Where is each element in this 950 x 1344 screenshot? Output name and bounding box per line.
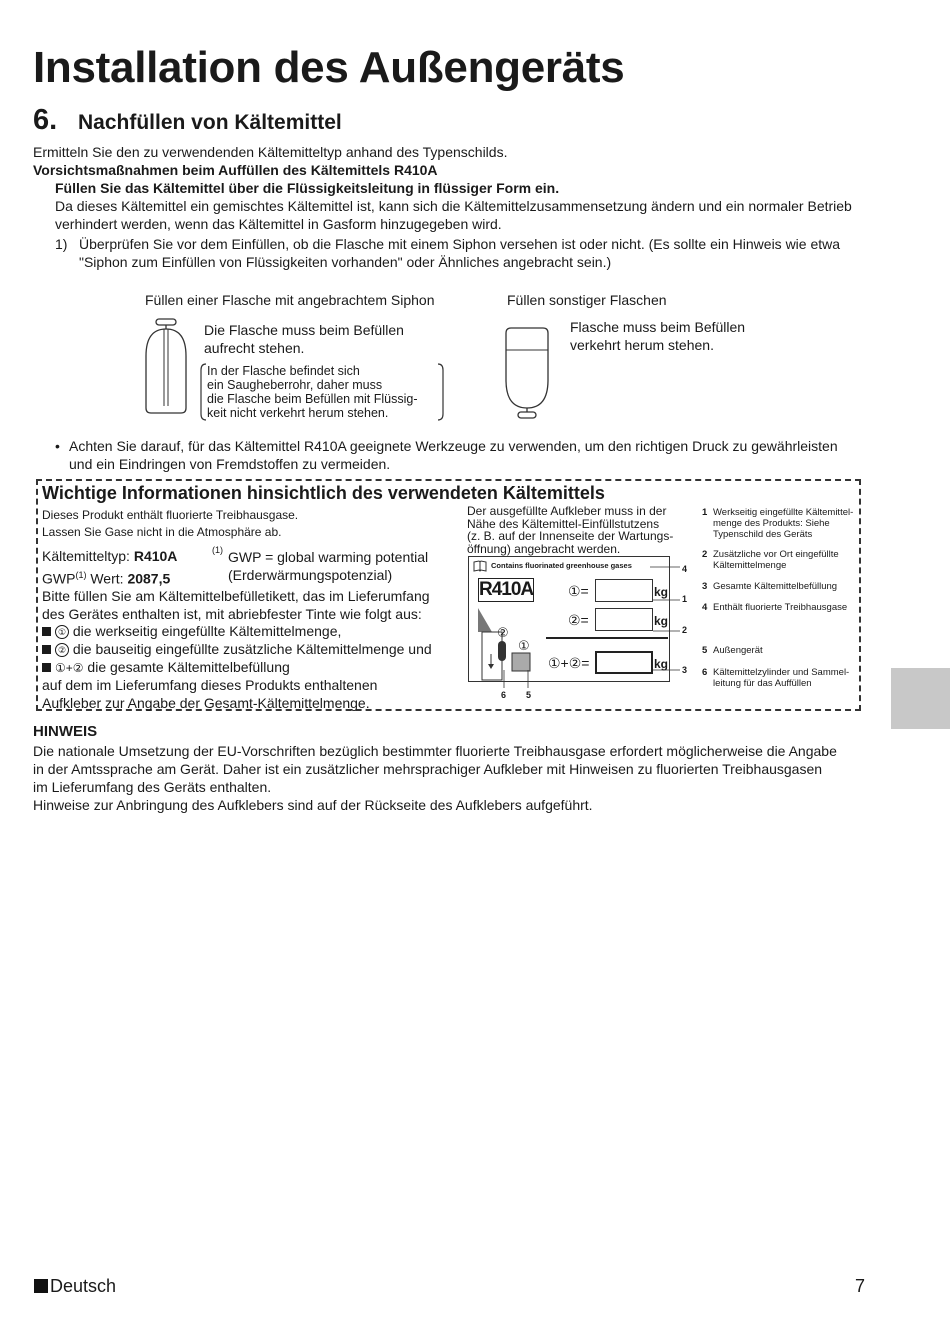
label-header: Contains fluorinated greenhouse gases [491,561,632,570]
book-icon [473,560,487,572]
fill-item-3 [42,658,290,677]
siphon-text-line-2: aufrecht stehen. [204,340,305,356]
tools-bullet-line-1: Achten Sie darauf, für das Kältemittel R410A geeignete Werkzeuge zu verwenden, um den richtigen Druck zu gewährleisten [69,438,838,454]
callout-1: 1 [682,594,688,604]
siphon-note-line-3: die Flasche beim Befüllen mit Flüssig- [207,392,418,406]
siphon-note-line-4: keit nicht verkehrt herum stehen. [207,406,389,420]
note-line-2: in der Amtssprache am Gerät. Daher ist ein zusätzlicher mehrsprachiger Aufkleber mit Hinweisen zu fluorierten Treibhausgasen [33,761,823,777]
footnote-line-2: (Erderwärmungspotenzial) [228,567,393,583]
gwp-label: GWP [42,570,76,587]
sticker-note-line-4: öffnung) angebracht werden. [467,541,621,556]
callout-leaders [650,560,690,680]
step1-number: 1) [55,236,68,252]
label-refrigerant: R410A [479,579,534,600]
note-line-3: im Lieferumfang des Geräts enthalten. [33,779,272,795]
legend-item-2: 2 Zusätzliche vor Ort eingefüllte Kältemittelmenge [702,549,839,571]
label-unit-1: kg [654,585,669,599]
label-unit-2: kg [654,614,669,628]
refrigerant-type [42,547,177,565]
other-text-line-1: Flasche muss beim Befüllen [570,319,746,335]
legend-item-6: 6 Kältemittelzylinder und Sammel- leitung für das Auffüllen [702,667,850,689]
callout-3: 3 [682,665,688,675]
step1-line-2: "Siphon zum Einfüllen von Flüssigkeiten vorhanden" oder Ähnliches angebracht sein.) [79,254,612,270]
no-release-line: Lassen Sie Gase nicht in die Atmosphäre ab. [42,525,282,539]
legend-item-4: 4 Enthält fluorierte Treibhausgase [702,602,848,613]
label-field-2 [595,608,653,631]
callout-6: 6 [501,690,507,700]
gwp-suffix: Wert: [90,570,124,587]
sticker-note-line-3: (z. B. auf der Innenseite der Wartungs- [467,529,674,543]
siphon-caption: Füllen einer Flasche mit angebrachtem Siphon [145,292,435,308]
item3-text: die gesamte Kältemittelbefüllung [87,659,290,675]
side-tab-marker [891,668,950,729]
section-number: 6. [33,104,58,136]
fill-instruction-line-2: des Gerätes enthalten ist, mit abriebfester Tinte wie folgt aus: [42,606,422,622]
item3-marker: ①+② [55,661,84,675]
closing-line-1: auf dem im Lieferumfang dieses Produkts enthaltenen [42,677,378,693]
note-line-1: Die nationale Umsetzung der EU-Vorschriften bezüglich bestimmter fluorierte Treibhausgase erfordert möglicherweise die Angabe [33,743,837,759]
intro-line: Ermitteln Sie den zu verwendenden Kältemitteltyp anhand des Typenschilds. [33,144,508,160]
inverted-bottle-icon [500,322,560,422]
explanation-line-1: Da dieses Kältemittel ein gemischtes Kältemittel ist, kann sich die Kältemittelzusammensetzung ändern und ein normaler Betrieb [55,198,852,214]
type-value: R410A [133,548,178,564]
type-label: Kältemitteltyp: [42,548,130,564]
gwp-sup: (1) [75,570,87,580]
item2-marker: ② [55,643,69,657]
square-bullet-icon [42,627,51,636]
label-field-3 [595,651,653,674]
square-bullet-icon [42,663,51,672]
fill-item-1 [42,622,341,640]
sticker-placement-note [467,505,673,555]
siphon-text-line-1: Die Flasche muss beim Befüllen [204,322,404,338]
callout-4: 4 [682,564,688,574]
section-title: Nachfüllen von Kältemittel [78,111,342,134]
gwp-value: 2087,5 [127,570,171,587]
step1-line-1: Überprüfen Sie vor dem Einfüllen, ob die Flasche mit einem Siphon versehen ist oder nicht. (Es sollte ein Hinweis wie etwa [79,236,841,252]
other-text-line-2: verkehrt herum stehen. [570,337,714,353]
siphon-bottle-icon [140,316,200,416]
page-title: Installation des Außengeräts [33,43,625,92]
legend-item-5: 5 Außengerät [702,645,763,656]
explanation-line-2: verhindert werden, wenn das Kältemittel in Gasform hinzugegeben wird. [55,216,502,232]
square-bullet-icon [42,645,51,654]
item1-marker: ① [55,625,69,639]
legend-item-3: 3 Gesamte Kältemittelbefüllung [702,581,838,592]
liquid-instruction: Füllen Sie das Kältemittel über die Flüssigkeitsleitung in flüssiger Form ein. [55,180,560,196]
sticker-note-line-2: Nähe des Kältemittel-Einfüllstutzens [467,516,660,531]
label-row1: ①= [568,583,589,599]
note-line-4: Hinweise zur Anbringung des Aufklebers sind auf der Rückseite des Aufklebers aufgeführt. [33,797,593,813]
sticker-note-line-1: Der ausgefüllte Aufkleber muss in der [467,504,667,518]
callout-5: 5 [526,690,532,700]
contains-line: Dieses Produkt enthält fluorierte Treibhausgase. [42,508,299,522]
fill-instruction-line-1: Bitte füllen Sie am Kältemittelbefülletikett, das im Lieferumfang [42,588,430,604]
tools-bullet-line-2: und ein Eindringen von Fremdstoffen zu vermeiden. [69,456,391,472]
other-bottles-caption: Füllen sonstiger Flaschen [507,292,667,308]
callout-leaders-bottom [496,670,536,692]
note-heading: HINWEIS [33,723,98,740]
footnote-sup: (1) [212,545,223,555]
gwp-value-line [42,566,170,588]
closing-line-2: Aufkleber zur Angabe der Gesamt-Kältemittelmenge. [42,695,370,711]
item2-text: die bauseitig eingefüllte zusätzliche Kältemittelmenge und [72,641,432,657]
footnote-line-1: GWP = global warming potential [228,549,429,565]
precautions-heading: Vorsichtsmaßnahmen beim Auffüllen des Kältemittels R410A [33,162,438,178]
label-unit-3: kg [654,657,669,671]
legend-item-1: 1 Werkseitig eingefüllte Kältemittel- menge des Produkts: Siehe Typenschild des Geräts [702,507,854,540]
label-field-1 [595,579,653,602]
callout-2: 2 [682,625,688,635]
square-marker-icon [34,1279,48,1293]
label-marker-1: ① [518,638,530,653]
footer-language: Deutsch [34,1276,116,1297]
siphon-note-line-1: In der Flasche befindet sich [207,364,360,378]
label-row2: ②= [568,612,589,628]
page-number: 7 [855,1276,866,1296]
tools-bullet-marker: • [55,438,60,454]
label-row3: ①+②= [548,655,590,671]
label-marker-2: ② [497,625,509,640]
siphon-note-line-2: ein Saugheberrohr, daher muss [207,378,383,392]
info-box-title: Wichtige Informationen hinsichtlich des verwendeten Kältemittels [42,483,605,503]
item1-text: die werkseitig eingefüllte Kältemittelmenge, [72,623,342,639]
fill-item-2 [42,640,432,658]
